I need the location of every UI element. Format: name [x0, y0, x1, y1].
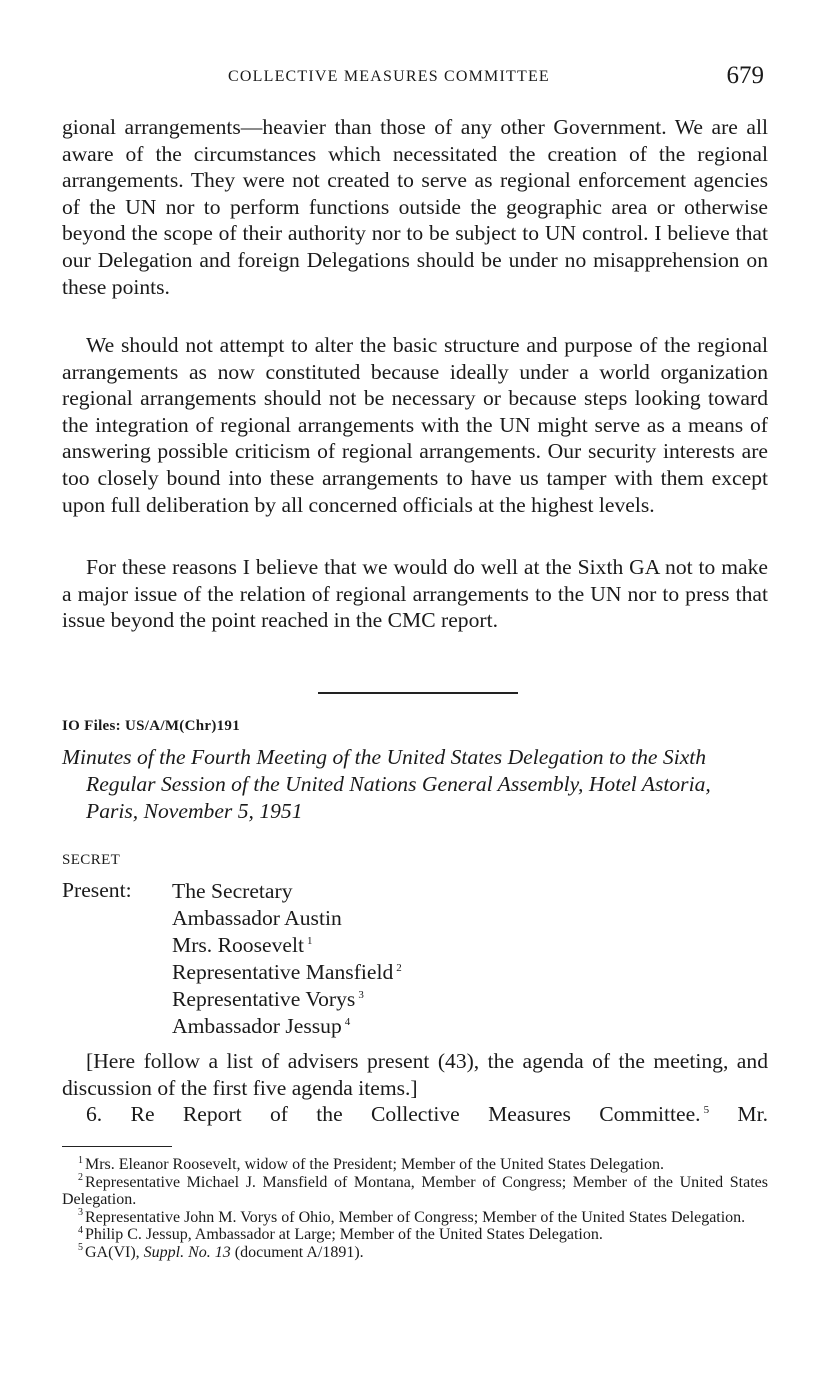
attendee-name: Representative Mansfield [172, 960, 394, 984]
file-reference: IO Files: US/A/M(Chr)191 [62, 718, 241, 734]
footnote-reference[interactable]: 3 [358, 988, 364, 1001]
footnote [62, 1156, 768, 1174]
footnote-mark: 1 [78, 1154, 83, 1166]
footnote-reference[interactable]: 2 [396, 961, 402, 974]
attendee [172, 932, 402, 959]
attendee [172, 878, 402, 905]
bracket-note: [Here follow a list of advisers present (43), the agenda of the meeting, and discussion of the first five agenda items.] [62, 1049, 768, 1100]
attendee-name: Mrs. Roosevelt [172, 933, 304, 957]
attendee-name: The Secretary [172, 879, 293, 903]
footnote-text: Representative John M. Vorys of Ohio, Member of Congress; Member of the United States Delegation. [85, 1208, 746, 1226]
attendee [172, 905, 402, 932]
footnote-text: Representative Michael J. Mansfield of Montana, Member of Congress; Member of the United States Delegation. [62, 1173, 768, 1208]
footnote-rule [62, 1146, 172, 1147]
agenda-item-6 [62, 1101, 768, 1128]
page-number: 679 [726, 62, 764, 89]
footnote-mark: 4 [78, 1224, 83, 1236]
footnote-reference[interactable]: 1 [306, 934, 313, 947]
footnote-text: Philip C. Jessup, Ambassador at Large; Member of the United States Delegation. [85, 1226, 603, 1243]
paragraph-2: We should not attempt to alter the basic structure and purpose of the regional arrangements as now constituted because ideally under a world organization regional arrangements should not be necessary or because steps looking toward the integration of regional arrangements with the UN might serve as a means of answering possible criticism of regional arrangements. Our security interests are too closely bound into these arrangements to have us tamper with them except upon full deliberation by all concerned officials at the highest levels. [62, 333, 768, 517]
footnote-reference[interactable]: 5 [703, 1103, 710, 1116]
attendee-name: Representative Vorys [172, 987, 356, 1011]
present-label: Present: [62, 878, 132, 902]
attendee [172, 986, 402, 1013]
footnote-text: Mrs. Eleanor Roosevelt, widow of the President; Member of the United States Delegation. [85, 1156, 664, 1173]
running-title: COLLECTIVE MEASURES COMMITTEE [228, 68, 550, 85]
footnote-text: GA(VI), [85, 1243, 144, 1261]
section-divider [318, 692, 518, 694]
footnote [62, 1174, 768, 1209]
footnote [62, 1244, 768, 1262]
agenda-item-trailing: Mr. [709, 1102, 768, 1126]
attendee-name: Ambassador Jessup [172, 1014, 342, 1038]
page-header [62, 64, 768, 94]
paragraph-3: For these reasons I believe that we would do well at the Sixth GA not to make a major issue of the relation of regional arrangements to the UN nor to press that issue beyond the point reached in the CMC report. [62, 555, 768, 633]
footnote [62, 1226, 768, 1244]
attendee-list [172, 878, 402, 1040]
footnotes [62, 1156, 768, 1261]
attendee-name: Ambassador Austin [172, 906, 342, 930]
footnote-mark: 5 [78, 1242, 83, 1254]
attendee [172, 959, 402, 986]
footnote-mark: 3 [78, 1207, 83, 1219]
attendee [172, 1013, 402, 1040]
paragraph-1: gional arrangements—heavier than those of any other Government. We are all aware of the circumstances which necessitated the creation of the regional arrangements. They were not created to serve as regional enforcement agencies of the UN nor to perform functions outside the geographic area or otherwise beyond the scope of their authority nor to be subject to UN control. I believe that our Delegation and foreign Delegations should be under no misapprehension on these points. [62, 115, 768, 299]
document-title: Minutes of the Fourth Meeting of the United States Delegation to the Sixth Regular Session of the United Nations General Assembly, Hotel Astoria, Paris, November 5, 1951 [62, 745, 711, 823]
footnote-reference[interactable]: 4 [344, 1015, 351, 1028]
footnote-mark: 2 [78, 1172, 83, 1184]
footnote [62, 1209, 768, 1227]
agenda-item-text: 6. Re Report of the Collective Measures Committee. [86, 1102, 701, 1126]
classification-label: SECRET [62, 852, 121, 868]
footnote-citation: Suppl. No. 13 [143, 1243, 231, 1261]
footnote-text: (document A/1891). [230, 1243, 364, 1261]
